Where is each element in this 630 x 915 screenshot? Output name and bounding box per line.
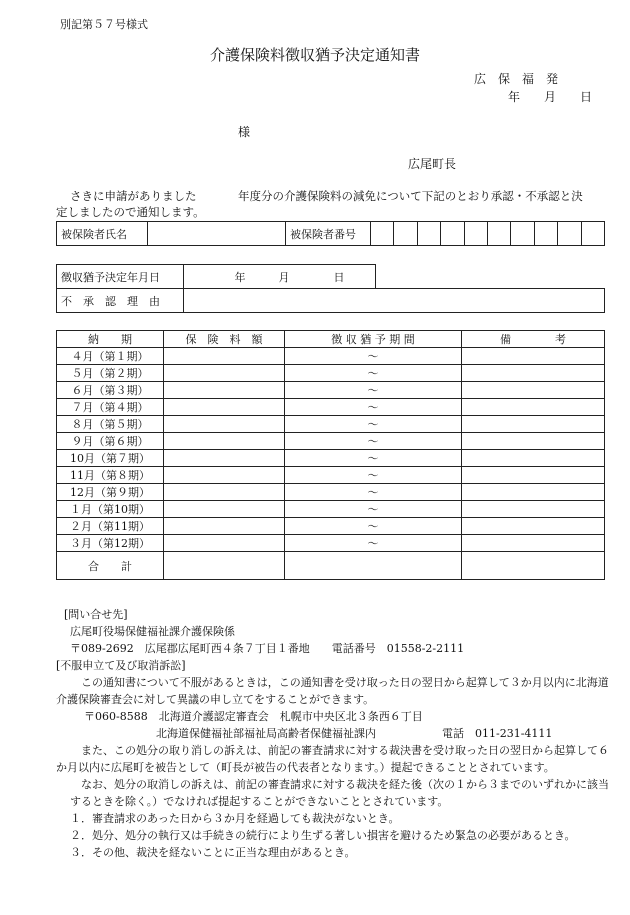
period-label: ４月（第１期） [57, 348, 164, 365]
issuer-name: 広尾町長 [408, 157, 457, 171]
deferral-cell[interactable]: ～ [285, 518, 462, 535]
remarks-cell[interactable] [462, 484, 605, 501]
table-row [57, 433, 605, 450]
contact-header: [問い合せ先] [64, 608, 128, 621]
remarks-cell[interactable] [462, 433, 605, 450]
reject-reason-table [56, 288, 605, 313]
appeal-address-tel: 電話 011-231-4111 [442, 727, 553, 740]
total-label: 合 計 [57, 552, 164, 580]
table-row [57, 467, 605, 484]
amount-cell[interactable] [164, 450, 285, 467]
table-row [57, 450, 605, 467]
decision-date-table [56, 264, 376, 289]
table-row [57, 365, 605, 382]
total-deferral-cell[interactable] [285, 552, 462, 580]
remarks-cell[interactable] [462, 416, 605, 433]
lawsuit-paragraph-4: するときを除く。）でなければ提起することができないこととされています。 [70, 795, 449, 808]
insured-number-digit[interactable] [581, 222, 604, 246]
remarks-cell[interactable] [462, 518, 605, 535]
intro-text-2: 年度分の介護保険料の減免について下記のとおり承認・不承認と決 [238, 189, 583, 203]
deferral-cell[interactable]: ～ [285, 535, 462, 552]
remarks-cell[interactable] [462, 365, 605, 382]
insured-number-digit[interactable] [464, 222, 487, 246]
table-row [57, 348, 605, 365]
period-label: ９月（第６期） [57, 433, 164, 450]
deferral-cell[interactable]: ～ [285, 399, 462, 416]
deferral-cell[interactable]: ～ [285, 433, 462, 450]
decision-date-field[interactable]: 年 月 日 [184, 265, 376, 289]
remarks-cell[interactable] [462, 399, 605, 416]
period-label: ７月（第４期） [57, 399, 164, 416]
decision-date-label: 徴収猶予決定年月日 [57, 265, 184, 289]
period-label: ２月（第11期） [57, 518, 164, 535]
notes-section [56, 606, 609, 861]
period-label: 11月（第８期） [57, 467, 164, 484]
period-label: １月（第10期） [57, 501, 164, 518]
reject-reason-label: 不 承 認 理 由 [57, 289, 184, 313]
schedule-table [56, 330, 605, 580]
insured-number-digit[interactable] [487, 222, 510, 246]
remarks-cell[interactable] [462, 382, 605, 399]
issue-date: 年 月 日 [508, 90, 593, 104]
table-row [57, 518, 605, 535]
insured-number-digit[interactable] [441, 222, 464, 246]
intro-text-3: 定しましたので通知します。 [56, 205, 205, 219]
insured-number-digit[interactable] [371, 222, 394, 246]
exception-item-3: ３．その他、裁決を経ないことに正当な理由があるとき。 [70, 846, 356, 859]
deferral-cell[interactable]: ～ [285, 382, 462, 399]
insured-name-label: 被保険者氏名 [57, 222, 148, 246]
amount-cell[interactable] [164, 348, 285, 365]
appeal-header: [不服申立て及び取消訴訟] [56, 659, 186, 672]
period-label: 10月（第７期） [57, 450, 164, 467]
remarks-cell[interactable] [462, 450, 605, 467]
contact-org: 広尾町役場保健福祉課介護保険係 [70, 625, 235, 638]
table-row [57, 416, 605, 433]
remarks-cell[interactable] [462, 501, 605, 518]
insured-number-digit[interactable] [558, 222, 581, 246]
lawsuit-paragraph-3: なお、処分の取消しの訴えは、前記の審査請求に対する裁決を経た後（次の１から３までのいずれかに該当 [70, 778, 609, 791]
header-due: 納 期 [57, 331, 164, 348]
period-label: ３月（第12期） [57, 535, 164, 552]
header-amount: 保 険 料 額 [164, 331, 285, 348]
appeal-address-org: 北海道保健福祉部福祉局高齢者保健福祉課内 [156, 727, 376, 740]
appeal-address-2 [56, 725, 604, 742]
period-label: ８月（第５期） [57, 416, 164, 433]
deferral-cell[interactable]: ～ [285, 450, 462, 467]
amount-cell[interactable] [164, 484, 285, 501]
remarks-cell[interactable] [462, 348, 605, 365]
insured-number-digit[interactable] [511, 222, 534, 246]
deferral-cell[interactable]: ～ [285, 365, 462, 382]
amount-cell[interactable] [164, 535, 285, 552]
exception-item-2: ２．処分、処分の執行又は手続きの続行により生ずる著しい損害を避けるため緊急の必要があるとき。 [70, 829, 576, 842]
amount-cell[interactable] [164, 399, 285, 416]
appeal-paragraph-1: この通知書について不服があるときは，この通知書を受け取った日の翌日から起算して３か月以内に北海道 [70, 676, 609, 689]
total-amount-cell[interactable] [164, 552, 285, 580]
amount-cell[interactable] [164, 365, 285, 382]
period-label: ６月（第３期） [57, 382, 164, 399]
insured-info-table [56, 221, 605, 246]
lawsuit-paragraph-2: か月以内に広尾町を被告として（町長が被告の代表者となります。）提起できることとされています。 [56, 761, 555, 774]
insured-number-digit[interactable] [534, 222, 557, 246]
total-row [57, 552, 605, 580]
deferral-cell[interactable]: ～ [285, 484, 462, 501]
table-row [57, 501, 605, 518]
table-row [57, 484, 605, 501]
insured-number-digit[interactable] [417, 222, 440, 246]
amount-cell[interactable] [164, 501, 285, 518]
contact-address: 〒089-2692 広尾郡広尾町西４条７丁目１番地 電話番号 01558-2-2111 [70, 642, 465, 655]
period-label: ５月（第２期） [57, 365, 164, 382]
header-deferral: 徴 収 猶 予 期 間 [285, 331, 462, 348]
remarks-cell[interactable] [462, 467, 605, 484]
reject-reason-field[interactable] [184, 289, 605, 313]
deferral-cell[interactable]: ～ [285, 416, 462, 433]
amount-cell[interactable] [164, 382, 285, 399]
insured-number-digit[interactable] [394, 222, 417, 246]
exception-item-1: １．審査請求のあった日から３か月を経過しても裁決がないとき。 [70, 812, 400, 825]
period-label: 12月（第９期） [57, 484, 164, 501]
recipient-suffix: 様 [238, 125, 251, 139]
remarks-cell[interactable] [462, 535, 605, 552]
amount-cell[interactable] [164, 416, 285, 433]
insured-name-field[interactable] [148, 222, 286, 246]
issue-number: 広 保 福 発 [474, 72, 559, 86]
table-row [57, 535, 605, 552]
deferral-cell[interactable]: ～ [285, 501, 462, 518]
intro-text-1: さきに申請がありました [70, 189, 197, 203]
page-title: 介護保険料徴収猶予決定通知書 [209, 46, 420, 64]
amount-cell[interactable] [164, 433, 285, 450]
table-row [57, 399, 605, 416]
appeal-address-1: 〒060-8588 北海道介護認定審査会 札幌市中央区北３条西６丁目 [84, 710, 423, 723]
insured-number-label: 被保険者番号 [286, 222, 371, 246]
amount-cell[interactable] [164, 467, 285, 484]
total-remarks-cell[interactable] [462, 552, 605, 580]
form-code: 別記第５７号様式 [60, 18, 148, 31]
table-row [57, 382, 605, 399]
deferral-cell[interactable]: ～ [285, 348, 462, 365]
deferral-cell[interactable]: ～ [285, 467, 462, 484]
amount-cell[interactable] [164, 518, 285, 535]
header-remarks: 備 考 [462, 331, 605, 348]
appeal-paragraph-2: 介護保険審査会に対して異議の申し立てをすることができます。 [56, 693, 375, 706]
lawsuit-paragraph-1: また、この処分の取り消しの訴えは、前記の審査請求に対する裁決書を受け取った日の翌日から起算して６ [70, 744, 609, 757]
